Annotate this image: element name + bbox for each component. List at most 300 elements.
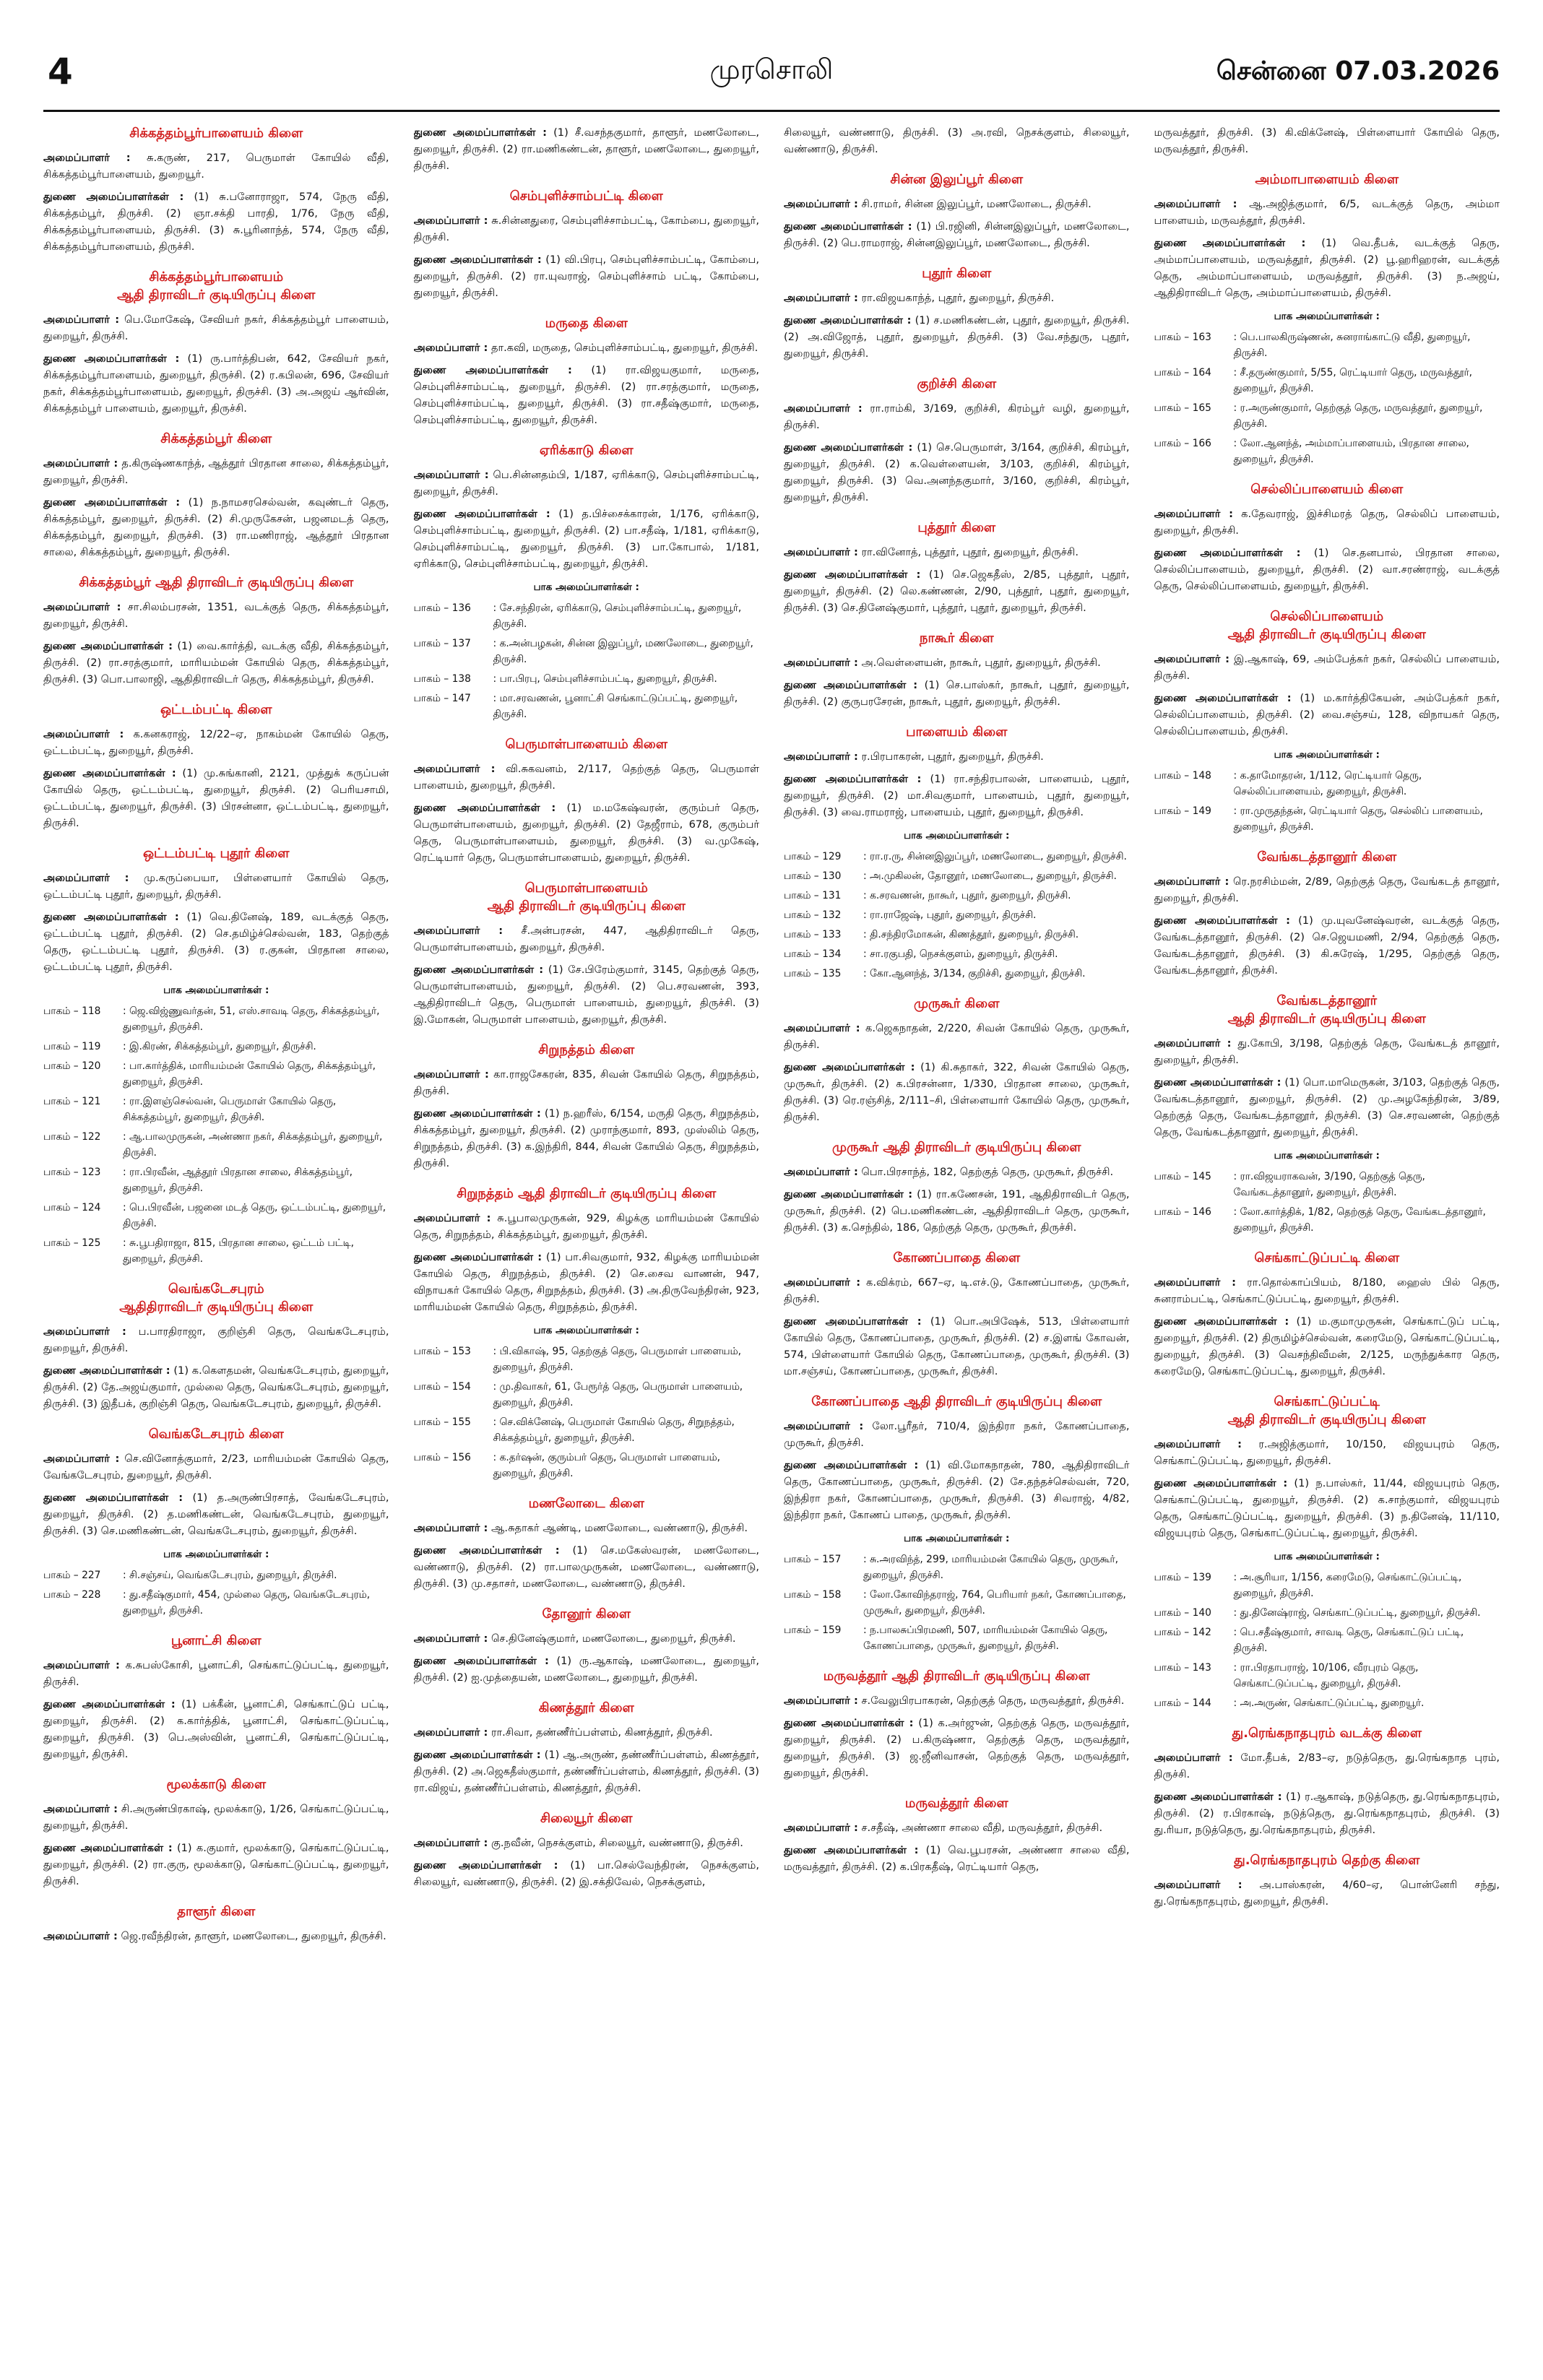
deputies-label: துணை அமைப்பாளர்கள் : [1154, 1791, 1282, 1803]
leader-entry [43, 1928, 389, 1944]
branch-title: பாளையம் கிளை [906, 724, 1008, 740]
branch-section [414, 1494, 760, 1592]
leader-entry [1154, 1035, 1500, 1068]
leader-entry [43, 726, 389, 759]
leader-name: ஜெ.ரவீந்திரன், தாளூர், மணலோடை, துறையூர், திருச்சி. [121, 1930, 386, 1942]
booth-number: பாகம் – 119 [43, 1041, 101, 1052]
leader-name: து.கோபி, 3/198, தெற்குத் தெரு, வேங்கடத் தானூர், துறையூர், திருச்சி. [1154, 1037, 1500, 1066]
booth-organizer: : சி.சஞ்சய், வெங்கடேசபுரம், துறையூர், திருச்சி. [123, 1570, 337, 1581]
leader-label: அமைப்பாளர் : [413, 763, 496, 775]
deputies-entry [1154, 1788, 1500, 1838]
deputies-entry [43, 494, 389, 561]
booth-number: பாகம் – 131 [784, 890, 842, 901]
deputies-entry [1154, 690, 1500, 740]
deputies-entry [414, 800, 760, 866]
booth-row [784, 1587, 1130, 1619]
leader-entry [784, 1164, 1130, 1180]
branch-section [784, 1667, 1130, 1781]
deputies-entry [1154, 1313, 1500, 1380]
booth-number: பாகம் – 135 [784, 968, 842, 979]
deputies-label: துணை அமைப்பாளர்கள் : [43, 640, 173, 652]
deputies-names: (1) வெ.தீபக், வடக்குத் தெரு, அம்மாப்பாளையம், மருவத்தூர், திருச்சி. (2) பூ.ஹரிஹரன், வடக்குத் தெரு, அம்மாப்பாளையம், மருவத்தூர், திருச்சி. (3) ந.அஜய், ஆதிதிராவிடர் தெரு, அம்மாப்பாளையம், திருச்சி. [1154, 237, 1500, 299]
booth-row [1154, 1660, 1500, 1692]
booth-organizer: : க.அன்பழகன், சின்ன இலுப்பூர், மணலோடை, துறையூர், திருச்சி. [493, 638, 753, 665]
leader-entry [1154, 506, 1500, 539]
branch-title: சிலையூர் கிளை [540, 1811, 633, 1826]
leader-entry [1154, 196, 1500, 229]
booth-number: பாகம் – 227 [43, 1570, 101, 1581]
leader-label: அமைப்பாளர் : [43, 1659, 120, 1671]
branch-title: ஒட்டம்பட்டி கிளை [160, 702, 272, 717]
branch-section [784, 1794, 1130, 1875]
booth-number: பாகம் – 118 [43, 1005, 101, 1017]
deputies-names: (1) பொ.அபிஷேக், 513, பிள்ளையார் கோயில் தெரு, கோணப்பாதை, முருகூர், திருச்சி. (2) ச.இளங் கோவன், 574, பிள்ளையார் கோயில் தெரு, கோணப்பாதை, முருகூர், திருச்சி. (3) மா.சஞ்சய், கோணப்பாதை, முருகூர், திருச்சி. [784, 1315, 1130, 1377]
booth-row [43, 1094, 389, 1125]
deputies-names: (1) மு.யுவனேஷ்வரன், வடக்குத் தெரு, வேங்கடத்தானூர், திருச்சி. (2) செ.ஜெயமணி, 2/94, தெற்குத் தெரு, வேங்கடத்தானூர், திருச்சி. (3) கி.சுரேஷ், 1/295, தெற்குத் தெரு, வேங்கடத்தானூர், திருச்சி. [1154, 914, 1500, 977]
leader-label: அமைப்பாளர் : [413, 215, 488, 227]
leader-label: அமைப்பாளர் : [1154, 1879, 1242, 1891]
deputies-label: துணை அமைப்பாளர்கள் : [784, 314, 912, 326]
booth-row [784, 907, 1130, 923]
booth-number: பாகம் – 154 [413, 1381, 471, 1393]
deputies-label: துணை அமைப்பாளர்கள் : [413, 964, 544, 976]
deputies-label: துணை அமைப்பாளர்கள் : [413, 1544, 560, 1557]
leader-entry [414, 1520, 760, 1536]
leader-name: செ.தினேஷ்குமார், மணலோடை, துறையூர், திருச்சி. [490, 1632, 736, 1645]
booth-organizer: : லோ.கோவிந்தராஜ், 764, பெரியார் நகர், கோணப்பாதை, முருகூர், துறையூர், திருச்சி. [863, 1589, 1126, 1617]
deputies-label: துணை அமைப்பாளர்கள் : [413, 802, 556, 814]
leader-label: அமைப்பாளர் : [1154, 1752, 1233, 1764]
leader-name: ரா.ராம்கி, 3/169, குறிச்சி, கிரம்பூர் வழி, துறையூர், திருச்சி. [784, 402, 1130, 431]
booth-row [1154, 1605, 1500, 1621]
deputies-entry [414, 251, 760, 301]
booth-organizer: : அ.முகிலன், தோனூர், மணலோடை, துறையூர், திருச்சி. [863, 870, 1117, 882]
branch-title: சிக்கத்தம்பூர் ஆதி திராவிடர் குடியிருப்பு கிளை [79, 575, 354, 590]
leader-name: சி.ராமர், சின்ன இலுப்பூர், மணலோடை, திருச்சி. [861, 198, 1092, 210]
branch-section [43, 124, 389, 255]
deputies-names: (1) கி.சுதாகர், 322, சிவன் கோயில் தெரு, முருகூர், திருச்சி. (2) க.பிரசன்னா, 1/330, பிரதான சாலை, முருகூர், திருச்சி. (3) ரெ.ரஞ்சித், 2/111–சி, பிள்ளையார் கோயில் தெரு, முருகூர், திருச்சி. [784, 1061, 1130, 1123]
deputies-names: (1) ந.பாஸ்கர், 11/44, விஜயபுரம் தெரு, செங்காட்டுப்பட்டி, துறையூர், திருச்சி. (2) க.சாந்குமார், விஜயபுரம் தெரு, செங்காட்டுப்பட்டி, துறையூர், திருச்சி. (3) ந.தினேஷ், 11/110, விஜயபுரம் தெரு, செங்காட்டுப்பட்டி, துறையூர், திருச்சி. [1154, 1477, 1500, 1539]
leader-label: அமைப்பாளர் : [43, 457, 118, 469]
branch-title: தாளூர் கிளை [177, 1904, 256, 1919]
booth-organizer: : மா.சரவணன், பூனாட்சி செங்காட்டுப்பட்டி, துறையூர், திருச்சி. [493, 693, 738, 720]
branch-title: பெருமாள்பாளையம் கிளை [505, 737, 667, 752]
branch-title: கோணப்பாதை கிளை [893, 1250, 1021, 1265]
deputies-label: துணை அமைப்பாளர்கள் : [784, 568, 921, 581]
booth-organizer: : பா.பிரபு, செம்புளிச்சாம்பட்டி, துறையூர், திருச்சி. [493, 673, 717, 685]
booth-number: பாகம் – 121 [43, 1096, 101, 1107]
branch-section [414, 124, 760, 174]
page-number: 4 [48, 51, 73, 92]
leader-entry [784, 654, 1130, 671]
deputies-names: (1) சு.பனோராஜா, 574, நேரு வீதி, சிக்கத்தம்பூர், திருச்சி. (2) ஞா.சக்தி பாரதி, 1/76, நேரு வீதி, சிக்கத்தம்பூர்பாளையம், திருச்சி. (3) சு.பூரினாந்த், 574, நேரு வீதி, சிக்கத்தம்பூர்பாளையம், திருச்சி. [43, 191, 389, 253]
branch-title: முருகூர் ஆதி திராவிடர் குடியிருப்பு கிளை [831, 1140, 1081, 1155]
leader-label: அமைப்பாளர் : [784, 750, 858, 763]
deputies-names: (1) வெ.பூபரசன், அண்ணா சாலை வீதி, மருவத்தூர், திருச்சி. (2) க.பிரகதீஷ், ரெட்டியார் தெரு, [784, 1844, 1130, 1873]
branch-section [414, 441, 760, 722]
branch-section [1154, 607, 1500, 835]
branch-title: ஒட்டம்பட்டி புதூர் கிளை [142, 846, 290, 861]
leader-name: சி.அருண்பிரகாஷ், மூலக்காடு, 1/26, செங்காட்டுப்பட்டி, துறையூர், திருச்சி. [43, 1803, 389, 1832]
deputies-names: (1) வை.கார்த்தி, வடக்கு வீதி, சிக்கத்தம்பூர், திருச்சி. (2) ரா.சரத்குமார், மாரியம்மன் கோயில் தெரு, சிக்கத்தம்பூர், திருச்சி. (3) பொ.பாலாஜி, ஆதிதிராவிடர் தெரு, சிக்கத்தம்பூர், திருச்சி. [43, 640, 389, 685]
leader-label: அமைப்பாளர் : [1154, 653, 1229, 665]
booth-number: பாகம் – 123 [43, 1167, 101, 1178]
leader-entry [43, 150, 389, 183]
booth-heading: பாக அமைப்பாளர்கள் : [1274, 311, 1380, 322]
booth-organizer: : லோ.கார்த்திக், 1/82, தெற்குத் தெரு, வேங்கடத்தானூர், துறையூர், திருச்சி. [1233, 1206, 1486, 1234]
branch-section [414, 187, 760, 301]
deputies-entry [784, 566, 1130, 616]
booth-heading: பாக அமைப்பாளர்கள் : [1274, 749, 1380, 761]
deputies-label: துணை அமைப்பாளர்கள் : [413, 1655, 549, 1667]
booth-organizer: : ரா.முருதந்தன், ரெட்டியார் தெரு, செல்லிப் பாளையம், துறையூர், திருச்சி. [1233, 805, 1483, 833]
branch-section [784, 519, 1130, 616]
booth-row [43, 1058, 389, 1090]
leader-name: ரா.விஜயகாந்த், புதூர், துறையூர், திருச்சி. [861, 292, 1055, 304]
booth-row [1154, 436, 1500, 467]
deputies-names: (1) ர.ஆகாஷ், நடுத்தெரு, து.ரெங்கநாதபுரம், திருச்சி. (2) ர.பிரகாஷ், நடுத்தெரு, து.ரெங்கநாதபுரம், திருச்சி. (3) து.ரியா, நடுத்தெரு, து.ரெங்கநாதபுரம், திருச்சி. [1154, 1791, 1500, 1836]
leader-name: சீ.அன்பரசன், 447, ஆதிதிராவிடர் தெரு, பெருமாள்பாளையம், துறையூர், திருச்சி. [413, 925, 759, 953]
booth-organizer: : ஜெ.விஜ்ணுவர்தன், 51, எஸ்.சாவடி தெரு, சிக்கத்தம்பூர், துறையூர், திருச்சி. [123, 1005, 380, 1033]
branch-section [1154, 848, 1500, 979]
booth-organizer: : பி.விகாஷ், 95, தெற்குத் தெரு, பெருமாள் பாளையம், துறையூர், திருச்சி. [493, 1346, 741, 1373]
leader-name: அ.வெள்ளையன், நாகூர், புதூர், துறையூர், திருச்சி. [861, 657, 1101, 669]
booth-organizer: : ரா.ர.ரு, சின்னஇலுப்பூர், மணலோடை, துறையூர், திருச்சி. [863, 851, 1127, 862]
deputies-label: துணை அமைப்பாளர்கள் : [413, 1107, 541, 1120]
booth-row [43, 1235, 389, 1267]
leader-entry [414, 1210, 760, 1243]
leader-entry [43, 870, 389, 903]
leader-label: அமைப்பாளர் : [413, 1632, 488, 1645]
deputies-label: துணை அமைப்பாளர்கள் : [1154, 1315, 1289, 1328]
leader-entry [1154, 873, 1500, 906]
booth-organizer: : சு.பூபதிராஜா, 815, பிரதான சாலை, ஒட்டம் பட்டி, துறையூர், திருச்சி. [123, 1237, 355, 1265]
leader-label: அமைப்பாளர் : [413, 1068, 489, 1081]
branch-title: வெங்கடேசபுரம் கிளை [148, 1427, 284, 1442]
deputies-names: (1) ம.கார்த்திகேயன், அம்பேத்கர் நகர், செல்லிப்பாளையம், திருச்சி. (2) வை.சஞ்சய், 128, விநாயகர் தெரு, செல்லிப்பாளையம், திருச்சி. [1154, 692, 1500, 737]
booth-row [414, 691, 760, 722]
deputies-label: துணை அமைப்பாளர்கள் : [1154, 692, 1292, 704]
booth-row [43, 1567, 389, 1583]
booth-row [784, 868, 1130, 884]
deputies-entry [43, 1840, 389, 1890]
leader-entry [414, 1835, 760, 1851]
booth-number: பாகம் – 129 [784, 851, 842, 862]
booth-number: பாகம் – 148 [1154, 770, 1211, 782]
booth-row [414, 671, 760, 687]
booth-row [414, 1343, 760, 1375]
header-rule [43, 110, 1500, 112]
deputies-entry [43, 189, 389, 255]
leader-label: அமைப்பாளர் : [784, 657, 858, 669]
booth-number: பாகம் – 143 [1154, 1662, 1211, 1674]
leader-label: அமைப்பாளர் : [784, 1166, 858, 1178]
branch-section [414, 1185, 760, 1481]
leader-label: அமைப்பாளர் : [413, 342, 488, 354]
deputies-names: (1) பா.சிவகுமார், 932, கிழக்கு மாரியம்மன் கோயில் தெரு, சிறுநத்தம், திருச்சி. (2) செ.சைவ வாணன், 947, விநாயகர் கோயில் தெரு, சிறுநத்தம், திருச்சி. (3) அ.திருவேந்திரன், 923, மாரியம்மன் கோயில் தெரு, சிறுநத்தம், திருச்சி. [413, 1251, 759, 1313]
deputies-entry [43, 909, 389, 975]
branch-title: மருதை கிளை [545, 316, 628, 331]
leader-name: பொ.பிரசாந்த், 182, தெற்குத் தெரு, முருகூர், திருச்சி. [861, 1166, 1114, 1178]
booth-organizer: : லோ.ஆனந்த், அம்மாப்பாளையம், பிரதான சாலை, துறையூர், திருச்சி. [1233, 438, 1469, 465]
branch-section [43, 268, 389, 417]
article-columns [43, 124, 1500, 2358]
leader-label: அமைப்பாளர் : [1154, 198, 1237, 210]
deputies-entry [43, 1696, 389, 1762]
booth-number: பாகம் – 149 [1154, 805, 1211, 817]
booth-organizer: : சா.ரகுபதி, நெசக்குளம், துறையூர், திருச்சி. [863, 948, 1058, 960]
leader-name: சு.பூபாலமுருகன், 929, கிழக்கு மாரியம்மன் கோயில் தெரு, சிறுநத்தம், சிக்கத்தம்பூர், துறையூர், திருச்சி. [413, 1212, 759, 1241]
branch-title: தோனூர் கிளை [542, 1606, 631, 1622]
branch-section [784, 170, 1130, 251]
booth-row [1154, 365, 1500, 397]
booth-number: பாகம் – 228 [43, 1589, 101, 1601]
branch-section [43, 1425, 389, 1619]
booth-organizer: : பெ.பிரவீன், பஜனை மடத் தெரு, ஒட்டம்பட்டி, துறையூர், திருச்சி. [123, 1202, 386, 1229]
booth-row [43, 1587, 389, 1619]
leader-name: க.தேவராஜ், இச்சிமரத் தெரு, செல்லிப் பாளையம், துறையூர், திருச்சி. [1154, 508, 1500, 537]
deputies-label: துணை அமைப்பாளர்கள் : [43, 911, 179, 923]
branch-title: ஏரிக்காடு கிளை [539, 443, 634, 458]
deputies-entry [784, 218, 1130, 251]
booth-number: பாகம் – 153 [413, 1346, 471, 1357]
branch-section [43, 1775, 389, 1890]
leader-entry [784, 400, 1130, 433]
booth-heading: பாக அமைப்பாளர்கள் : [163, 985, 269, 996]
leader-name: கா.ராஜசேகரன், 835, சிவன் கோயில் தெரு, சிறுநத்தம், திருச்சி. [413, 1068, 759, 1097]
leader-entry [784, 544, 1130, 561]
branch-section [414, 735, 760, 866]
leader-label: அமைப்பாளர் : [413, 1522, 488, 1534]
continued-text: மருவத்தூர், திருச்சி. (3) கி.விக்னேஷ், பிள்ளையார் கோயில் தெரு, மருவத்தூர், திருச்சி. [1154, 126, 1500, 155]
deputies-label: துணை அமைப்பாளர்கள் : [43, 1492, 183, 1504]
branch-title: து.ரெங்கநாதபுரம் தெற்கு கிளை [1234, 1853, 1420, 1868]
booth-number: பாகம் – 165 [1154, 402, 1211, 414]
leader-name: க.விக்ரம், 667–ஏ, டி.எச்.டு, கோணப்பாதை, முருகூர், திருச்சி. [784, 1276, 1130, 1305]
deputies-names: (1) க.அர்ஜுன், தெற்குத் தெரு, மருவத்தூர், துறையூர், திருச்சி. (2) ப.கிருஷ்ணா, தெற்குத் தெரு, மருவத்தூர், துறையூர், திருச்சி. (3) ஜ.ஜீனிவாசன், தெற்குத் தெரு, மருவத்தூர், துறையூர், திருச்சி. [784, 1717, 1130, 1779]
deputies-entry [414, 1653, 760, 1686]
branch-title: சிக்கத்தம்பூர்பாளையம் கிளை [129, 126, 303, 141]
branch-section [1154, 1393, 1500, 1711]
newspaper-name: முரசொலி [709, 53, 834, 85]
booth-organizer: : அ.அருண், செங்காட்டுப்பட்டி, துறையூர். [1233, 1697, 1425, 1709]
booth-row [1154, 803, 1500, 835]
booth-row [1154, 1695, 1500, 1711]
deputies-names: (1) க.கௌதமன், வெங்கடேசபுரம், துறையூர், திருச்சி. (2) தே.அஜய்குமார், முல்லை தெரு, வெங்கடேசபுரம், துறையூர், திருச்சி. (3) இதீபக், குறிஞ்சி தெரு, வெங்கடேசபுரம், துறையூர், திருச்சி. [43, 1364, 389, 1410]
leader-label: அமைப்பாளர் : [784, 1276, 861, 1289]
leader-label: அமைப்பாளர் : [1154, 1276, 1236, 1289]
booth-organizer: : ரா.இளஞ்செல்வன், பெருமாள் கோயில் தெரு, சிக்கத்தம்பூர், துறையூர், திருச்சி. [123, 1096, 337, 1123]
deputies-entry [414, 362, 760, 428]
booth-heading: பாக அமைப்பாளர்கள் : [533, 1325, 639, 1336]
leader-entry [1154, 1877, 1500, 1910]
booth-row [43, 1003, 389, 1035]
booth-organizer: : ரா.விஜயராகவன், 3/190, தெற்குத் தெரு, வேங்கடத்தானூர், துறையூர், திருச்சி. [1233, 1171, 1425, 1198]
leader-entry [1154, 1749, 1500, 1783]
booth-row [784, 849, 1130, 865]
deputies-names: (1) பா.செல்வேந்திரன், நெசக்குளம், சிலையூர், வண்ணாடு, திருச்சி. (2) இ.சக்திவேல், நெசக்குளம், [413, 1859, 759, 1888]
booth-organizer: : பா.கார்த்திக், மாரியம்மன் கோயில் தெரு, சிக்கத்தம்பூர், துறையூர், திருச்சி. [123, 1060, 376, 1088]
branch-section [414, 314, 760, 428]
deputies-label: துணை அமைப்பாளர்கள் : [43, 1364, 170, 1377]
leader-entry [784, 1819, 1130, 1836]
deputies-entry [414, 1249, 760, 1315]
leader-name: இ.ஆகாஷ், 69, அம்பேத்கர் நகர், செல்லிப் பாளையம், திருச்சி. [1154, 653, 1500, 682]
booth-row [1154, 1169, 1500, 1200]
deputies-names: (1) ரா.விஜயகுமார், மருதை, செம்புளிச்சாம்பட்டி, துறையூர், திருச்சி. (2) ரா.சரத்குமார், மருதை, செம்புளிச்சாம்பட்டி, துறையூர், திருச்சி. (3) ரா.சதீஷ்குமார், மருதை, செம்புளிச்சாம்பட்டி, துறையூர், திருச்சி. [413, 364, 759, 426]
leader-name: அ.பாஸ்கரன், 4/60–ஏ, பொன்னேரி சந்து, து.ரெங்கநாதபுரம், துறையூர், திருச்சி. [1154, 1879, 1500, 1908]
deputies-label: துணை அமைப்பாளர்கள் : [413, 126, 547, 139]
deputies-entry [1154, 1475, 1500, 1541]
deputies-entry [1154, 1074, 1500, 1141]
deputies-label: துணை அமைப்பாளர்கள் : [413, 1749, 541, 1761]
deputies-names: (1) ம.குமாமுருகன், செங்காட்டுப் பட்டி, துறையூர், திருச்சி. (2) திருமிழ்ச்செல்வன், கரைமேடு, செங்காட்டுப்பட்டி, துறையூர், திருச்சி. (3) வெசந்திவீமன், 2/125, மருந்துக்கார தெரு, கரைமேடு, செங்காட்டுப்பட்டி, துறையூர், திருச்சி. [1154, 1315, 1500, 1377]
branch-section [784, 995, 1130, 1125]
deputies-names: (1) த.பிச்சைக்காரன், 1/176, ஏரிக்காடு, செம்புளிச்சாம்பட்டி, துறையூர், திருச்சி. (2) பா.சதீஷ், 1/181, ஏரிக்காடு, செம்புளிச்சாம்பட்டி, துறையூர், திருச்சி. (3) பா.கோபால், 1/181, ஏரிக்காடு, செம்புளிச்சாம்பட்டி, துறையூர், திருச்சி. [413, 508, 759, 570]
branch-title: சின்ன இலுப்பூர் கிளை [890, 172, 1024, 187]
branch-section [784, 1393, 1130, 1654]
leader-label: அமைப்பாளர் : [43, 313, 120, 326]
deputies-names: (1) செ.மகேஸ்வரன், மணலோடை, வண்ணாடு, திருச்சி. (2) ரா.பாலமுருகன், மணலோடை, வண்ணாடு, திருச்சி. (3) மு.சதாசர், மணலோடை, வண்ணாடு, திருச்சி. [413, 1544, 759, 1590]
branch-title: கிணத்தூர் கிளை [538, 1700, 634, 1715]
deputies-names: (1) பக்கீன், பூனாட்சி, செங்காட்டுப் பட்டி, துறையூர், திருச்சி. (2) க.கார்த்திக், பூனாட்சி, செங்காட்டுப்பட்டி, துறையூர், திருச்சி. (3) பெ.அஸ்வின், பூனாட்சி, செங்காட்டுப்பட்டி, துறையூர், திருச்சி. [43, 1698, 389, 1760]
leader-label: அமைப்பாளர் : [784, 546, 858, 558]
branch-section [414, 879, 760, 1028]
leader-label: அமைப்பாளர் : [784, 1420, 864, 1432]
leader-name: கு.நவீன், நெசக்குளம், சிலையூர், வண்ணாடு, திருச்சி. [490, 1837, 743, 1849]
leader-label: அமைப்பாளர் : [413, 925, 503, 937]
booth-row [414, 636, 760, 667]
leader-entry [414, 1630, 760, 1647]
booth-organizer: : இ.கிரண், சிக்கத்தம்பூர், துறையூர், திருச்சி. [123, 1041, 316, 1052]
leader-entry [784, 1020, 1130, 1053]
deputies-label: துணை அமைப்பாளர்கள் : [43, 352, 180, 365]
branch-title: மணலோடை கிளை [528, 1496, 644, 1511]
booth-row [1154, 1570, 1500, 1601]
branch-title: து.ரெங்கநாதபுரம் வடக்கு கிளை [1232, 1726, 1422, 1741]
branch-title: மருவத்தூர் கிளை [904, 1796, 1008, 1811]
leader-entry [414, 1066, 760, 1099]
deputies-label: துணை அமைப்பாளர்கள் : [413, 1859, 558, 1871]
deputies-entry [784, 771, 1130, 821]
deputies-entry [414, 1542, 760, 1592]
booth-organizer: : மு.திவாகர், 61, பேரூர்த் தெரு, பெருமாள் பாளையம், துறையூர், திருச்சி. [493, 1381, 743, 1408]
deputies-entry [784, 312, 1130, 362]
booth-organizer: : சீ.தருண்குமார், 5/55, ரெட்டியார் தெரு, மருவத்தூர், துறையூர், திருச்சி. [1233, 367, 1473, 394]
booth-organizer: : து.தினேஷ்ராஜ், செங்காட்டுப்பட்டி, துறையூர், திருச்சி. [1233, 1607, 1481, 1619]
branch-title: முருகூர் கிளை [914, 996, 1000, 1011]
branch-title: அம்மாபாளையம் கிளை [1255, 172, 1399, 187]
deputies-names: (1) செ.பாஸ்கர், நாகூர், புதூர், துறையூர், திருச்சி. (2) குருபரசேரன், நாகூர், புதூர், துறையூர், திருச்சி. [784, 679, 1130, 708]
leader-entry [43, 1323, 389, 1356]
booth-number: பாகம் – 144 [1154, 1697, 1211, 1709]
booth-heading: பாக அமைப்பாளர்கள் : [533, 581, 639, 593]
booth-organizer: : சே.சந்திரன், ஏரிக்காடு, செம்புளிச்சாம்பட்டி, துறையூர், திருச்சி. [493, 602, 742, 630]
deputies-label: துணை அமைப்பாளர்கள் : [784, 1188, 913, 1200]
booth-number: பாகம் – 147 [413, 693, 471, 704]
deputies-label: துணை அமைப்பாளர்கள் : [784, 1459, 919, 1471]
booth-number: பாகம் – 164 [1154, 367, 1211, 378]
branch-title: நாகூர் கிளை [919, 631, 994, 646]
deputies-names: (1) ம.மகேஷ்வரன், குரும்பர் தெரு, பெருமாள்பாளையம், துறையூர், திருச்சி. (2) தேஜீராம், 678, குரும்பர் தெரு, பெருமாள்பாளையம், துறையூர், திருச்சி. (3) வ.முகேஷ், ரெட்டியார் தெரு, பெருமாள்பாளையம், துறையூர், திருச்சி. [413, 802, 759, 864]
leader-name: ஆ.அஜித்குமார், 6/5, வடக்குத் தெரு, அம்மா பாளையம், மருவத்தூர், திருச்சி. [1154, 198, 1500, 227]
dateline: சென்னை 07.03.2026 [1216, 56, 1500, 86]
leader-label: அமைப்பாளர் : [784, 1022, 860, 1034]
leader-name: ப.பாரதிராஜா, குறிஞ்சி தெரு, வெங்கடேசபுரம், துறையூர், திருச்சி. [43, 1325, 389, 1354]
leader-entry [784, 1692, 1130, 1709]
branch-section [784, 723, 1130, 982]
leader-name: தா.கவி, மருதை, செம்புளிச்சாம்பட்டி, துறையூர், திருச்சி. [490, 342, 758, 354]
branch-title: செல்லிப்பாளையம் கிளை [1250, 482, 1404, 497]
branch-section [43, 844, 389, 1267]
booth-row [784, 1552, 1130, 1583]
booth-number: பாகம் – 155 [413, 1416, 471, 1428]
deputies-label: துணை அமைப்பாளர்கள் : [784, 220, 912, 233]
leader-name: சா.சிலம்பரசன், 1351, வடக்குத் தெரு, சிக்கத்தம்பூர், துறையூர், திருச்சி. [43, 601, 389, 630]
booth-number: பாகம் – 132 [784, 909, 842, 921]
branch-section [43, 430, 389, 561]
booth-organizer: : ர.அருண்குமார், தெற்குத் தெரு, மருவத்தூர், துறையூர், திருச்சி. [1233, 402, 1483, 430]
branch-title: புதூர் கிளை [922, 266, 992, 281]
deputies-names: (1) பி.ரஜினி, சின்னஇலுப்பூர், மணலோடை, திருச்சி. (2) பெ.ராமராஜ், சின்னஇலுப்பூர், மணலோடை, திருச்சி. [784, 220, 1130, 249]
leader-name: ரெ.நரசிம்மன், 2/89, தெற்குத் தெரு, வேங்கடத் தானூர், துறையூர், திருச்சி. [1154, 875, 1500, 904]
deputies-label: துணை அமைப்பாளர்கள் : [784, 679, 918, 691]
branch-section [414, 1699, 760, 1796]
booth-organizer: : ரா.பிரதாபராஜ், 10/106, வீரபுரம் தெரு, செங்காட்டுப்பட்டி, துறையூர், திருச்சி. [1233, 1662, 1419, 1689]
branch-section [1154, 992, 1500, 1236]
deputies-names: (1) த.அருண்பிரசாத், வேங்கடேசபுரம், துறையூர், திருச்சி. (2) த.மணிகண்டன், வெங்கடேசபுரம், துறையூர், திருச்சி. (3) செ.மணிகண்டன், வெங்கடேசபுரம், துறையூர், திருச்சி. [43, 1492, 389, 1537]
leader-label: அமைப்பாளர் : [43, 601, 121, 613]
deputies-label: துணை அமைப்பாளர்கள் : [43, 1842, 173, 1854]
deputies-names: (1) வி.மோகநாதன், 780, ஆதிதிராவிடர் தெரு, கோணப்பாதை, முருகூர், திருச்சி. (2) சே.தந்தச்செல்வன், 720, இந்திரா நகர், கோணப்பாதை, முருகூர், திருச்சி. (3) சிவராஜ், 4/82, இந்திரா நகர், கோணப் பாதை, முருகூர், திருச்சி. [784, 1459, 1130, 1521]
deputies-label: துணை அமைப்பாளர்கள் : [784, 441, 913, 454]
deputies-label: துணை அமைப்பாளர்கள் : [1154, 547, 1301, 559]
branch-title: சிறுநத்தம் ஆதி திராவிடர் குடியிருப்பு கிளை [457, 1186, 717, 1201]
leader-entry [414, 1724, 760, 1741]
booth-row [43, 1164, 389, 1196]
branch-title: வேங்கடத்தானூர் ஆதி திராவிடர் குடியிருப்பு கிளை [1227, 993, 1426, 1026]
deputies-names: (1) மு.சுங்கானி, 2121, முத்துக் கருப்பன் கோயில் தெரு, ஒட்டம்பட்டி, துறையூர், திருச்சி. (2) பெரியசாமி, ஒட்டம்பட்டி, துறையூர், திருச்சி. (3) பிரசன்னா, ஒட்டம்பட்டி, துறையூர், திருச்சி. [43, 767, 389, 829]
deputies-label: துணை அமைப்பாளர்கள் : [413, 508, 550, 520]
branch-section [414, 1605, 760, 1686]
deputies-names: (1) சீ.வசந்தகுமார், தாளூர், மணலோடை, துறையூர், திருச்சி. (2) ரா.மணிகண்டன், தாளூர், மணலோடை, துறையூர், திருச்சி. [413, 126, 759, 172]
deputies-label: துணை அமைப்பாளர்கள் : [43, 1698, 176, 1710]
booth-organizer: : சு.அரவிந்த், 299, மாரியம்மன் கோயில் தெரு, முருகூர், துறையூர், திருச்சி. [863, 1554, 1118, 1581]
booth-row [414, 1414, 760, 1446]
booth-organizer: : ரா.ராஜேஷ், புதூர், துறையூர், திருச்சி. [863, 909, 1037, 921]
booth-row [784, 888, 1130, 904]
branch-section [1154, 1249, 1500, 1380]
booth-heading: பாக அமைப்பாளர்கள் : [1274, 1150, 1380, 1161]
deputies-entry [43, 350, 389, 417]
deputies-entry [414, 1747, 760, 1796]
booth-row [1154, 1624, 1500, 1656]
leader-name: ஆ.சுதாகர் ஆண்டி, மணலோடை, வண்ணாடு, திருச்சி. [490, 1522, 748, 1534]
branch-title: புத்தூர் கிளை [917, 520, 996, 535]
leader-label: அமைப்பாளர் : [784, 292, 858, 304]
branch-title: மூலக்காடு கிளை [166, 1777, 267, 1792]
leader-name: மோ.தீபக், 2/83–ஏ, நடுத்தெரு, து.ரெங்கநாத புரம், திருச்சி. [1154, 1752, 1500, 1780]
leader-entry [43, 599, 389, 632]
leader-name: ச.சதீஷ், அண்ணா சாலை வீதி, மருவத்தூர், திருச்சி. [861, 1822, 1103, 1834]
branch-title: சிறுநத்தம் கிளை [538, 1042, 635, 1057]
leader-label: அமைப்பாளர் : [43, 1325, 126, 1338]
leader-entry [784, 1274, 1130, 1307]
leader-label: அமைப்பாளர் : [413, 469, 489, 481]
branch-title: பூனாட்சி கிளை [170, 1633, 262, 1648]
deputies-names: (1) செ.பெருமாள், 3/164, குறிச்சி, கிரம்பூர், துறையூர், திருச்சி. (2) க.வெள்ளையன், 3/103, குறிச்சி, கிரம்பூர், துறையூர், திருச்சி. (3) வெ.அனந்தகுமார், 3/160, குறிச்சி, கிரம்பூர், துறையூர், திருச்சி. [784, 441, 1130, 503]
deputies-names: (1) ரு.ஆகாஷ், மணலோடை, துறையூர், திருச்சி. (2) ஐ.முத்தையன், மணலோடை, துறையூர், திருச்சி. [413, 1655, 759, 1684]
